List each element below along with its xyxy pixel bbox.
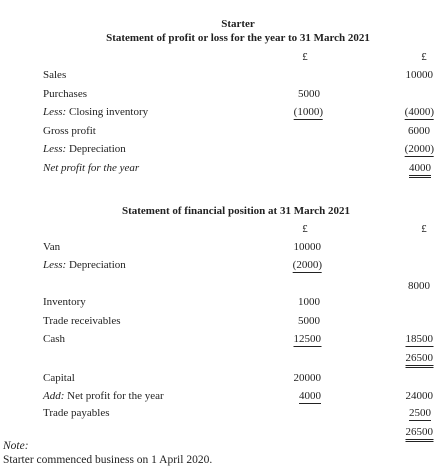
closing-inventory-row xyxy=(43,106,148,118)
assets-total: 26500 xyxy=(406,352,434,368)
liabilities-total: 26500 xyxy=(406,426,434,442)
pl-depreciation-row xyxy=(43,143,126,155)
sofp-net-profit-cell xyxy=(299,390,321,404)
receivables-value: 5000 xyxy=(298,315,320,327)
less-prefix: Less: xyxy=(43,143,67,155)
purchases-label: Purchases xyxy=(43,88,87,100)
closing-inventory-value: (1000) xyxy=(293,106,323,118)
company-name: Starter xyxy=(221,18,255,30)
van-value: 10000 xyxy=(293,241,321,253)
van-net-value: 8000 xyxy=(408,280,430,292)
sales-label: Sales xyxy=(43,69,67,81)
closing-inventory-total: (4000) xyxy=(404,106,434,118)
current-total-cell xyxy=(406,333,434,347)
pl-title: Statement of profit or loss for the year to 31 March 2021 xyxy=(106,32,370,44)
receivables-label: Trade receivables xyxy=(43,315,121,327)
less-prefix: Less: xyxy=(43,106,67,118)
sofp-currency-col2: £ xyxy=(421,223,427,235)
sales-value: 10000 xyxy=(405,69,433,81)
current-total: 18500 xyxy=(405,333,433,345)
equity-total: 24000 xyxy=(405,390,433,402)
inventory-value: 1000 xyxy=(298,296,320,308)
pl-currency-col2: £ xyxy=(421,51,427,63)
add-prefix: Add: xyxy=(43,390,65,402)
closing-inventory-label: Closing inventory xyxy=(68,106,149,118)
pl-depreciation-value: (2000) xyxy=(404,143,434,155)
sofp-currency-col1: £ xyxy=(302,223,308,235)
capital-label: Capital xyxy=(43,372,75,384)
note-heading: Note: xyxy=(3,440,29,452)
closing-inventory-cell xyxy=(294,106,323,120)
sofp-depreciation-row xyxy=(43,259,126,271)
gross-profit-value: 6000 xyxy=(408,125,430,137)
sofp-net-profit-label: Net profit for the year xyxy=(67,390,164,402)
van-label: Van xyxy=(43,241,61,253)
pl-depreciation-label: Depreciation xyxy=(68,143,126,155)
liabilities-total-cell xyxy=(406,426,434,442)
net-profit-cell xyxy=(409,162,431,178)
purchases-value: 5000 xyxy=(298,88,320,100)
sofp-net-profit-value: 4000 xyxy=(299,390,321,402)
assets-total-cell xyxy=(406,352,434,368)
sofp-depreciation-cell xyxy=(293,259,322,273)
capital-value: 20000 xyxy=(293,372,321,384)
payables-value: 2500 xyxy=(409,407,431,419)
closing-inventory-total-cell xyxy=(405,106,434,120)
inventory-label: Inventory xyxy=(43,296,86,308)
note-text: Starter commenced business on 1 April 2020. xyxy=(3,454,213,466)
pl-currency-col1: £ xyxy=(302,51,308,63)
cash-cell xyxy=(294,333,322,347)
add-net-profit-row xyxy=(43,390,164,402)
pl-depreciation-cell xyxy=(405,143,434,157)
sofp-depreciation-label: Depreciation xyxy=(68,259,126,271)
payables-label: Trade payables xyxy=(43,407,110,419)
net-profit-label: Net profit for the year xyxy=(43,162,140,174)
sofp-title: Statement of financial position at 31 March 2021 xyxy=(121,205,351,217)
less-prefix: Less: xyxy=(43,259,67,271)
cash-label: Cash xyxy=(43,333,65,345)
net-profit-value: 4000 xyxy=(409,162,431,178)
sofp-depreciation-value: (2000) xyxy=(292,259,322,271)
cash-value: 12500 xyxy=(293,333,321,345)
gross-profit-label: Gross profit xyxy=(43,125,96,137)
payables-cell xyxy=(409,407,431,421)
